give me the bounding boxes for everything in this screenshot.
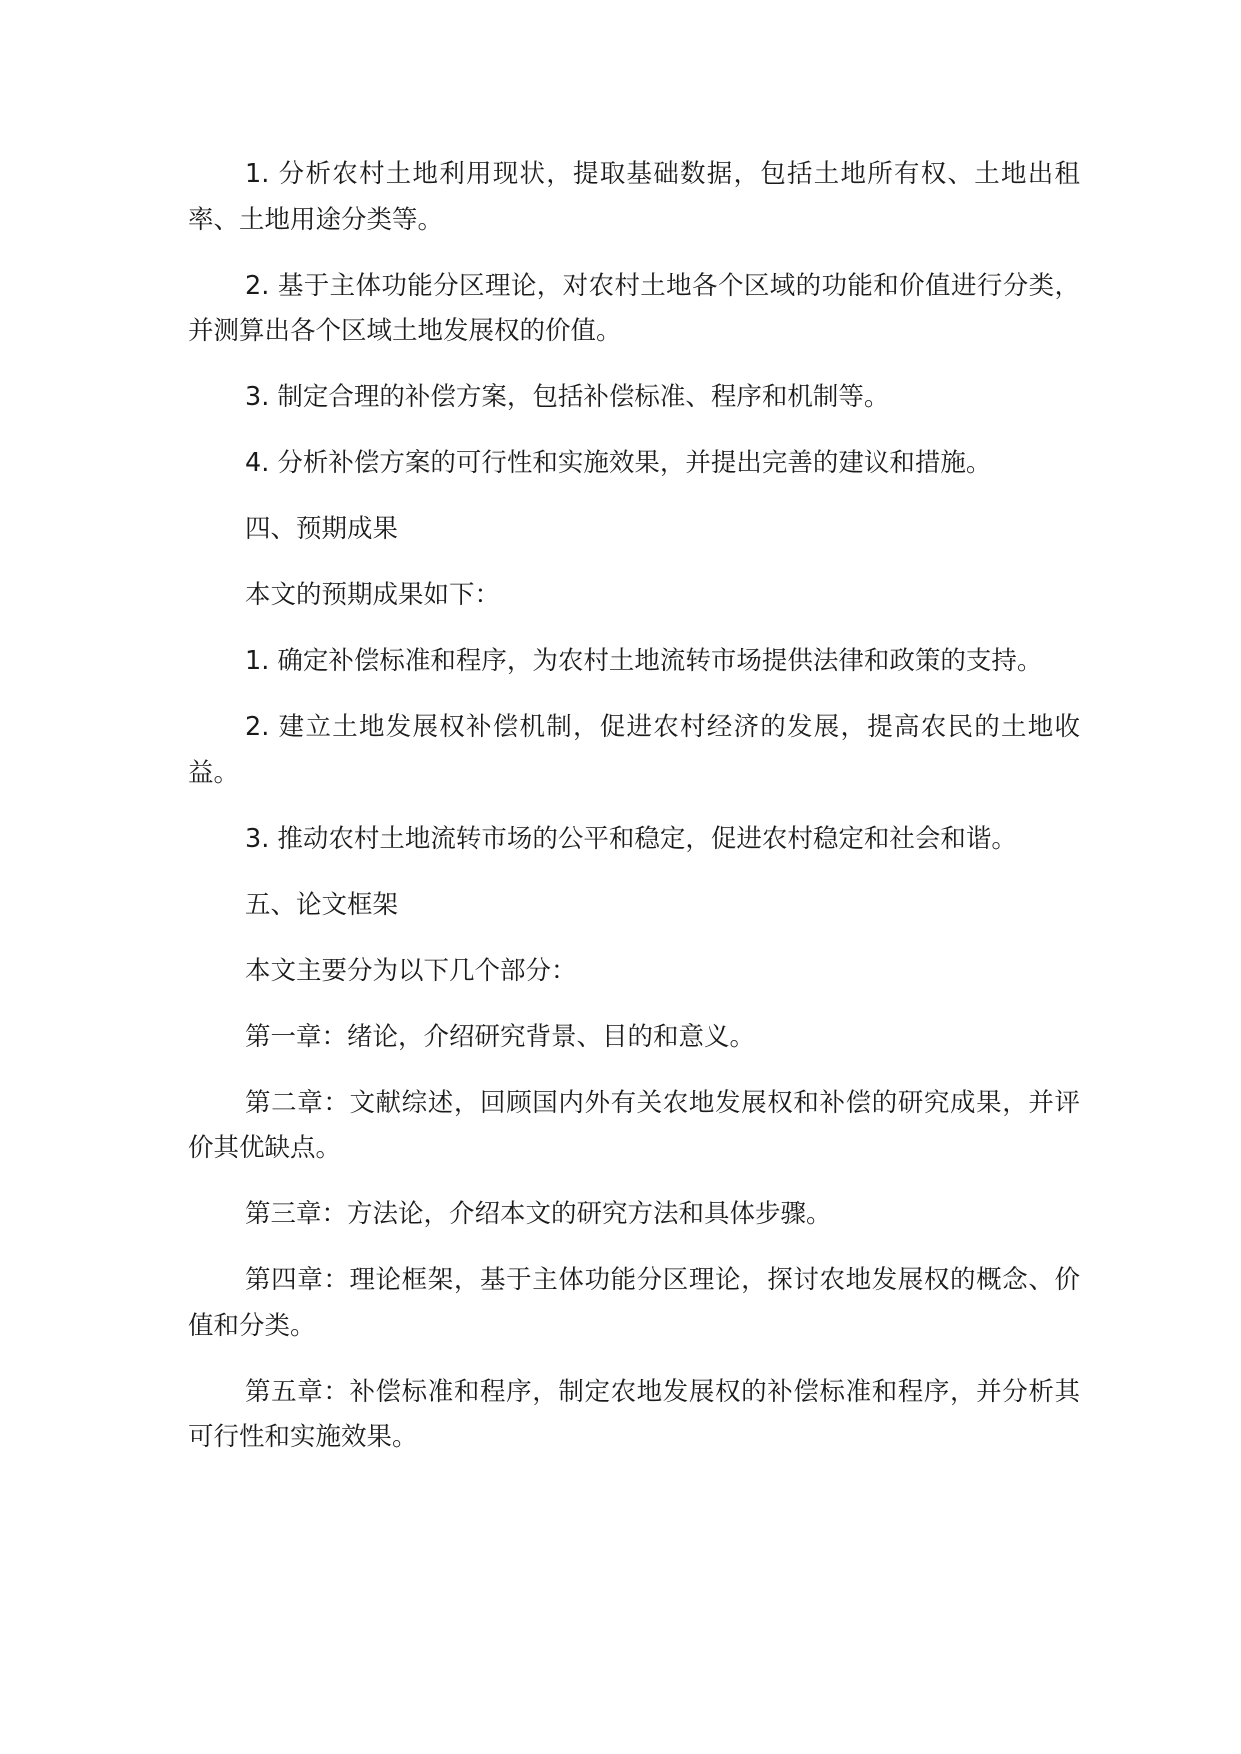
section-heading-thesis-framework: 五、论文框架 [245,889,399,920]
method-step-4: 4. 分析补偿方案的可行性和实施效果，并提出完善的建议和措施。 [245,448,992,478]
framework-intro: 本文主要分为以下几个部分： [245,955,577,986]
chapter-5: 第五章：补偿标准和程序，制定农地发展权的补偿标准和程序，并分析其可行性和实施效果。 [188,1376,1080,1452]
section-heading-expected-results: 四、预期成果 [245,514,399,544]
method-step-3: 3. 制定合理的补偿方案，包括补偿标准、程序和机制等。 [245,382,890,412]
expected-result-2: 2. 建立土地发展权补偿机制，促进农村经济的发展，提高农民的土地收益。 [188,712,1080,788]
chapter-3: 第三章：方法论，介绍本文的研究方法和具体步骤。 [245,1199,832,1229]
chapter-4: 第四章：理论框架，基于主体功能分区理论，探讨农地发展权的概念、价值和分类。 [188,1265,1080,1341]
chapter-1: 第一章：绪论，介绍研究背景、目的和意义。 [245,1021,756,1052]
expected-result-3: 3. 推动农村土地流转市场的公平和稳定，促进农村稳定和社会和谐。 [245,823,1017,854]
method-step-1: 1. 分析农村土地利用现状，提取基础数据，包括土地所有权、土地出租率、土地用途分类等。 [188,159,1080,235]
document-body [188,152,1080,1481]
expected-results-intro: 本文的预期成果如下： [245,580,501,610]
chapter-2: 第二章：文献综述，回顾国内外有关农地发展权和补偿的研究成果，并评价其优缺点。 [188,1087,1080,1163]
expected-result-1: 1. 确定补偿标准和程序，为农村土地流转市场提供法律和政策的支持。 [245,646,1043,676]
method-step-2: 2. 基于主体功能分区理论，对农村土地各个区域的功能和价值进行分类，并测算出各个区域土地发展权的价值。 [188,270,1080,346]
